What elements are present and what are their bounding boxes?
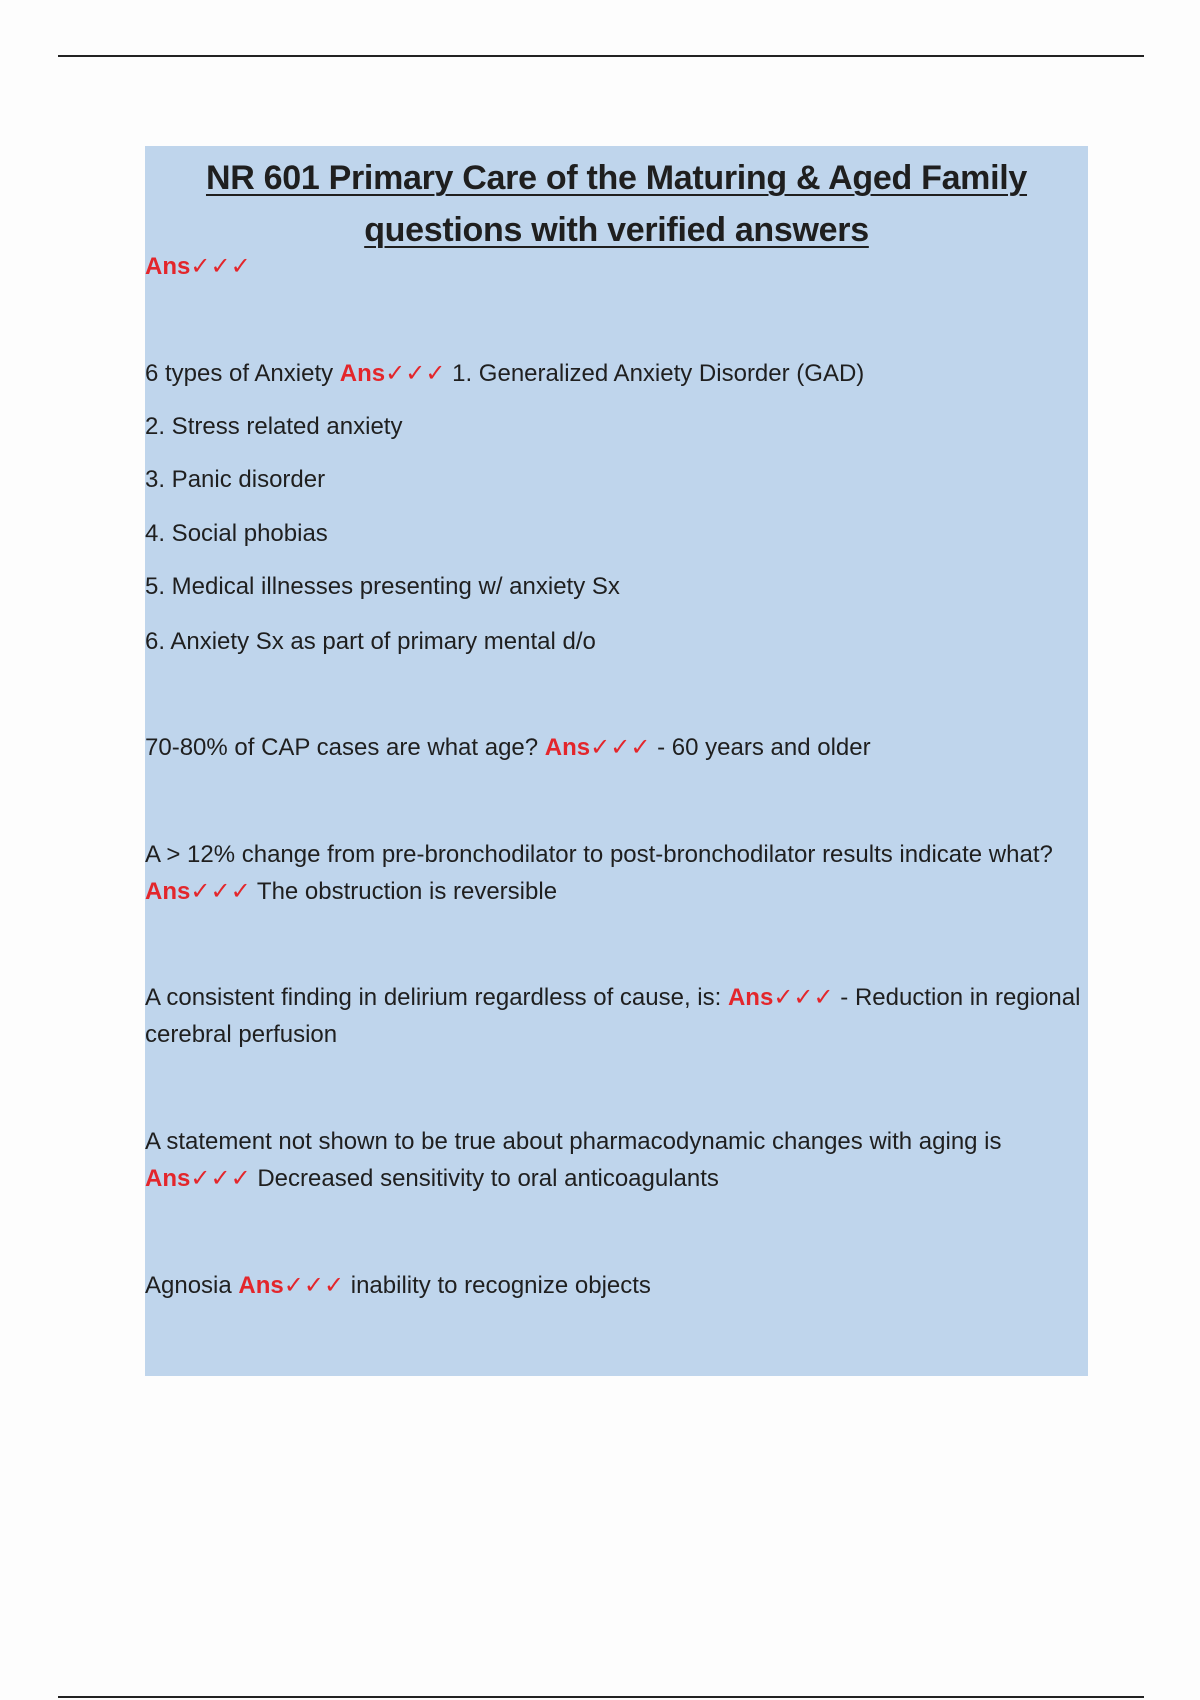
title-line-1: NR 601 Primary Care of the Maturing & Aged Family [205,159,1028,197]
checkmarks: ✓✓✓ [190,878,251,905]
answer-text: inability to recognize objects [344,1272,651,1299]
anxiety-list-item: 6. Anxiety Sx as part of primary mental d/o [145,628,596,655]
checkmarks: ✓✓✓ [773,984,834,1011]
answer-text: - 60 years and older [650,734,871,761]
question-text: Agnosia [145,1272,239,1299]
qa-item-1 [145,355,1088,392]
answer-text: 1. Generalized Anxiety Disorder (GAD) [445,360,865,387]
checkmarks: ✓✓✓ [190,1165,251,1192]
answer-label: Ans [238,1272,284,1299]
answer-label: Ans [145,1165,191,1192]
answer-text: The obstruction is reversible [250,878,558,905]
question-text: A statement not shown to be true about pharmacodynamic changes with aging is [145,1128,1002,1155]
qa-item-2 [145,729,1088,766]
page-title [145,152,1088,256]
checkmarks: ✓✓✓ [283,1272,345,1299]
title-line-2: questions with verified answers [364,211,869,249]
qa-item-5 [145,1123,1088,1197]
anxiety-list-item: 4. Social phobias [145,520,328,547]
question-text: 70-80% of CAP cases are what age? [145,734,545,761]
question-text: A > 12% change from pre-bronchodilator to post-bronchodilator results indicate what? [145,841,1053,868]
anxiety-list-item: 5. Medical illnesses presenting w/ anxiety Sx [145,573,620,600]
answer-text: Decreased sensitivity to oral anticoagulants [250,1165,719,1192]
answer-label: Ans [145,253,191,280]
answer-text: - Reduction in regional cerebral perfusion [145,984,1081,1048]
anxiety-list-item: 2. Stress related anxiety [145,413,403,440]
answer-label: Ans [544,734,591,761]
anxiety-list-item: 3. Panic disorder [145,466,326,493]
answer-label: Ans [339,360,386,387]
qa-item-0 [145,248,1088,285]
qa-item-4 [145,979,1088,1053]
answer-label: Ans [727,984,774,1011]
document-panel [145,146,1088,1376]
question-text: A consistent finding in delirium regardless of cause, is: [145,984,728,1011]
answer-label: Ans [145,878,191,905]
checkmarks: ✓✓✓ [190,253,251,280]
qa-item-6 [145,1267,1088,1304]
checkmarks: ✓✓✓ [590,734,651,761]
qa-item-3 [145,836,1088,910]
footer-rule [58,1696,1144,1698]
checkmarks: ✓✓✓ [385,360,446,387]
header-rule [58,55,1144,57]
question-text: 6 types of Anxiety [145,360,340,387]
